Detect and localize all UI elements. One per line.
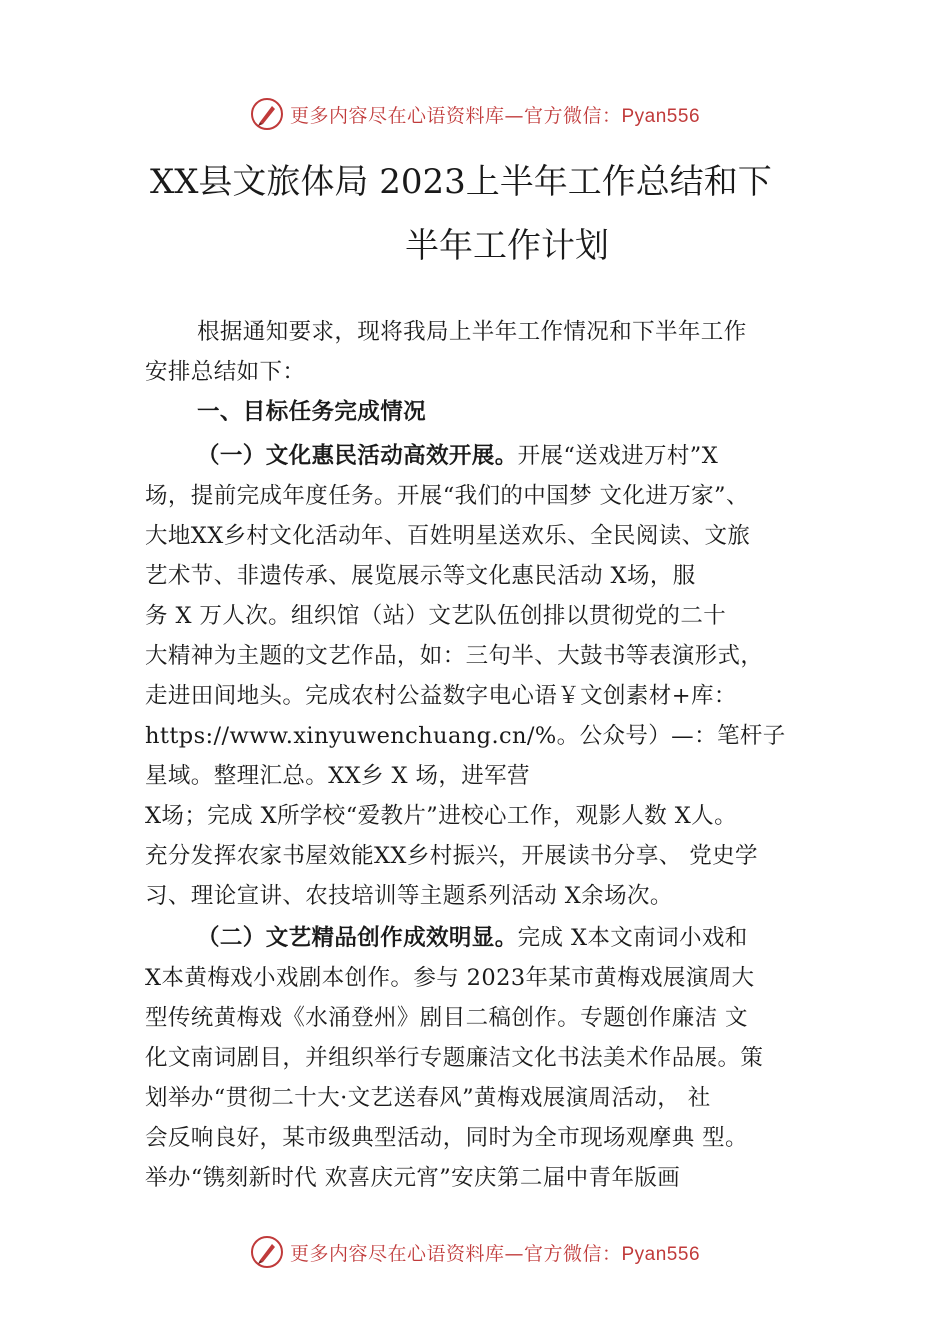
text-line: 化文南词剧目，并组织举行专题廉洁文化书法美术作品展。策 (145, 1045, 764, 1071)
text-line: 艺术节、非遗传承、展览展示等文化惠民活动 X场，服 (145, 563, 696, 589)
text-line: X场；完成 X所学校“爱教片”进校心工作，观影人数 X人。 (145, 803, 737, 829)
text-line: 充分发挥农家书屋效能XX乡村振兴，开展读书分享、 党史学 (145, 843, 758, 869)
text-line: （二）文艺精品创作成效明显。完成 X本文南词小戏和 (197, 925, 748, 951)
pen-logo-icon (250, 1235, 284, 1269)
paragraph-culture-activities (145, 436, 835, 916)
text-line: 举办“镌刻新时代 欢喜庆元宵”安庆第二届中青年版画 (145, 1165, 681, 1191)
text-line: 习、理论宣讲、农技培训等主题系列活动 X余场次。 (145, 883, 673, 909)
banner-text: 更多内容尽在心语资料库—官方微信：Pyan556 (289, 1242, 701, 1265)
document-title-line1: XX县文旅体局 2023上半年工作总结和下 (150, 162, 772, 202)
paragraph-arts-creation (145, 918, 835, 1198)
text-line: （一）文化惠民活动高效开展。开展“送戏进万村”X (197, 443, 719, 469)
text-line: 大精神为主题的文艺作品，如：三句半、大鼓书等表演形式， (145, 643, 764, 669)
text-line: 星域。整理汇总。XX乡 X 场，进军营 (145, 763, 530, 789)
text-line: 务 X 万人次。组织馆（站）文艺队伍创排以贯彻党的二十 (145, 603, 727, 629)
banner-text: 更多内容尽在心语资料库—官方微信：Pyan556 (289, 104, 701, 127)
section-heading: 一、目标任务完成情况 (197, 399, 427, 425)
text-line: 会反响良好，某市级典型活动，同时为全市现场观摩典 型。 (145, 1125, 748, 1151)
text-line: 型传统黄梅戏《水涌登州》剧目二稿创作。专题创作廉洁 文 (145, 1005, 748, 1031)
pen-logo-icon (250, 97, 284, 131)
paragraph-lead: （一）文化惠民活动高效开展。 (197, 443, 518, 469)
text-line: 划举办“贯彻二十大·文艺送春风”黄梅戏展演周活动， 社 (145, 1085, 711, 1111)
footer-banner (0, 1234, 950, 1270)
text-line: 场，提前完成年度任务。开展“我们的中国梦 文化进万家”、 (145, 483, 749, 509)
text-line: https://www.xinyuwenchuang.cn/%。公众号）—：笔杆子 (145, 723, 786, 749)
header-banner (0, 96, 950, 132)
text-line: 安排总结如下： (145, 359, 306, 385)
intro-paragraph (145, 312, 835, 392)
paragraph-lead: （二）文艺精品创作成效明显。 (197, 925, 518, 951)
text-line: X本黄梅戏小戏剧本创作。参与 2023年某市黄梅戏展演周大 (145, 965, 755, 991)
text-line: 走进田间地头。完成农村公益数字电心语￥文创素材+库： (145, 683, 737, 709)
document-title-line2: 半年工作计划 (405, 226, 609, 266)
text-line: 大地XX乡村文化活动年、百姓明星送欢乐、全民阅读、文旅 (145, 523, 751, 549)
text-line: 根据通知要求，现将我局上半年工作情况和下半年工作 (197, 319, 747, 345)
